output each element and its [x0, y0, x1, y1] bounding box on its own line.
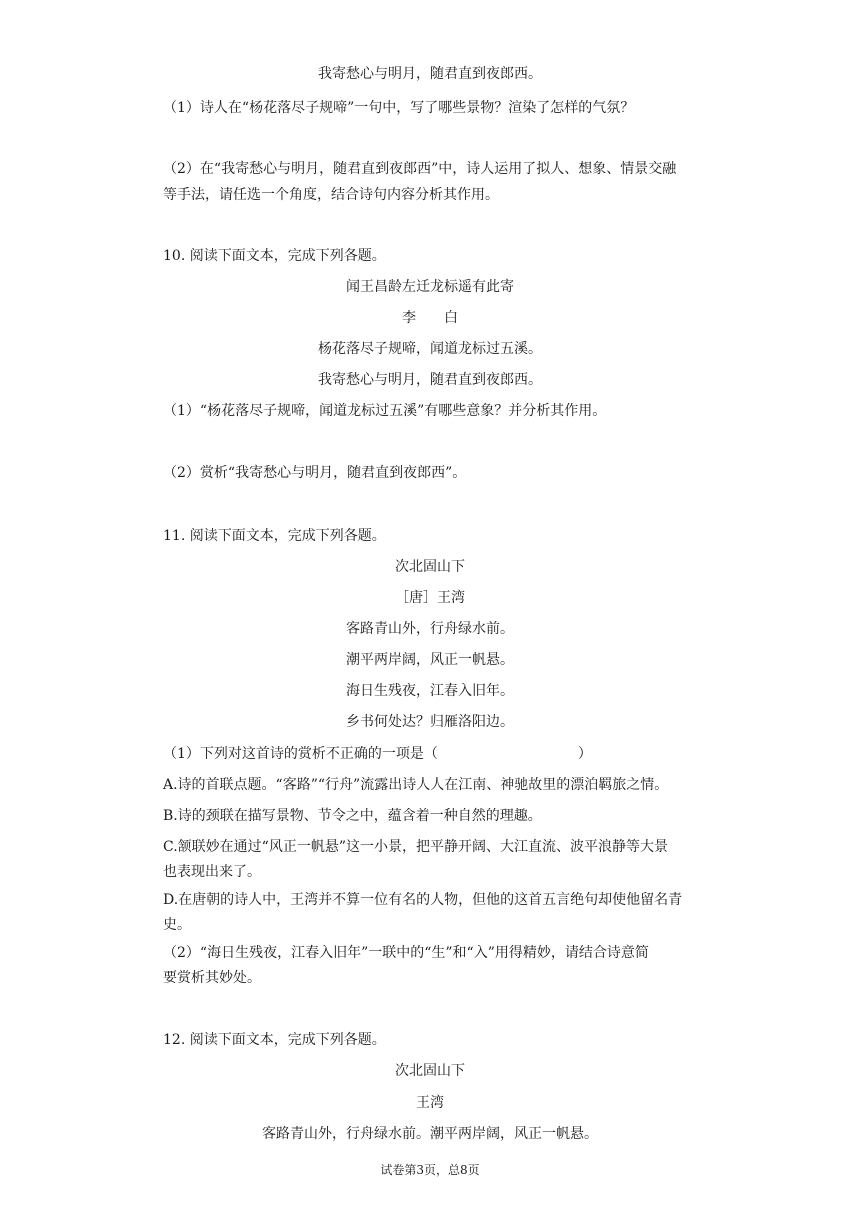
page-footer: 试卷第3页，总8页 [380, 1163, 480, 1177]
option-d-cont: 史。 [163, 917, 191, 933]
poem-author: 李 白 [402, 310, 458, 326]
question-9-2: （2）在“我寄愁心与明月，随君直到夜郎西”中，诗人运用了拟人、想象、情景交融 [163, 161, 677, 177]
question-12-heading: 12. 阅读下面文本，完成下列各题。 [163, 1032, 386, 1048]
poem-author: 王湾 [416, 1095, 444, 1111]
poem-line: 我寄愁心与明月，随君直到夜郎西。 [318, 372, 542, 388]
question-10-heading: 10. 阅读下面文本，完成下列各题。 [163, 248, 386, 264]
poem-line: 我寄愁心与明月，随君直到夜郎西。 [318, 66, 542, 82]
option-c: C.颔联妙在通过“风正一帆悬”这一小景，把平静开阔、大江直流、波平浪静等大景 [163, 839, 668, 855]
poem-line: 乡书何处达？归雁洛阳边。 [346, 714, 514, 730]
poem-title: 次北固山下 [395, 1063, 465, 1079]
poem-line: 客路青山外，行舟绿水前。潮平两岸阔，风正一帆悬。 [262, 1126, 598, 1142]
option-d: D.在唐朝的诗人中，王湾并不算一位有名的人物，但他的这首五言绝句却使他留名青 [163, 892, 683, 908]
question-9-1: （1）诗人在“杨花落尽子规啼”一句中，写了哪些景物？渲染了怎样的气氛？ [163, 100, 635, 116]
question-11-heading: 11. 阅读下面文本，完成下列各题。 [163, 528, 386, 544]
question-11-1: （1）下列对这首诗的赏析不正确的一项是（ ） [163, 746, 592, 762]
poem-line: 海日生残夜，江春入旧年。 [346, 683, 514, 699]
question-11-2: （2）“海日生残夜，江春入旧年”一联中的“生”和“入”用得精妙，请结合诗意简 [163, 945, 649, 961]
poem-line: 杨花落尽子规啼，闻道龙标过五溪。 [318, 341, 542, 357]
question-9-2-cont: 等手法，请任选一个角度，结合诗句内容分析其作用。 [163, 187, 499, 203]
poem-line: 客路青山外，行舟绿水前。 [346, 621, 514, 637]
question-11-2-cont: 要赏析其妙处。 [163, 970, 261, 986]
poem-title: 次北固山下 [395, 559, 465, 575]
question-10-2: （2）赏析“我寄愁心与明月，随君直到夜郎西”。 [163, 465, 467, 481]
option-c-cont: 也表现出来了。 [163, 864, 261, 880]
option-a: A.诗的首联点题。“客路”“行舟”流露出诗人人在江南、神驰故里的漂泊羁旅之情。 [163, 777, 669, 793]
question-10-1: （1）“杨花落尽子规啼，闻道龙标过五溪”有哪些意象？并分析其作用。 [163, 403, 607, 419]
poem-author: ［唐］王湾 [395, 590, 465, 606]
option-b: B.诗的颈联在描写景物、节令之中，蕴含着一种自然的理趣。 [163, 808, 542, 824]
poem-title: 闻王昌龄左迁龙标遥有此寄 [346, 279, 514, 295]
poem-line: 潮平两岸阔，风正一帆悬。 [346, 652, 514, 668]
